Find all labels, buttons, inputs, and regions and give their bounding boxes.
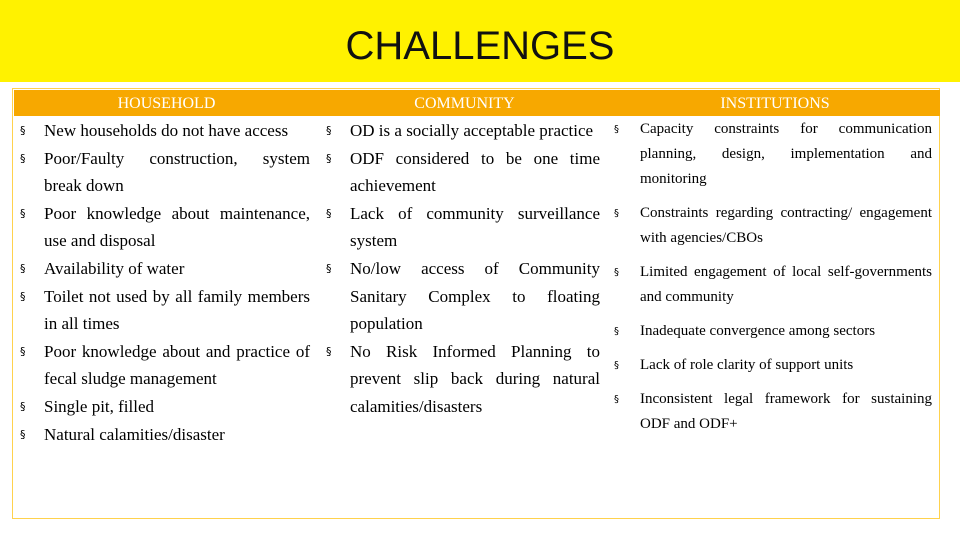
- list-item: [14, 393, 310, 421]
- bullet-icon: §: [614, 208, 619, 219]
- bullet-icon: §: [20, 399, 26, 413]
- item-text: No/low access of Community Sanitary Complex to floating population: [350, 258, 600, 334]
- bullet-icon: §: [614, 360, 619, 371]
- item-text: Lack of role clarity of support units: [640, 357, 854, 373]
- list-item: [320, 117, 600, 145]
- household-list: [14, 117, 310, 448]
- bullet-icon: §: [326, 124, 332, 137]
- item-text: Availability of water: [44, 258, 185, 278]
- item-text: Single pit, filled: [44, 396, 155, 416]
- bullet-icon: §: [614, 124, 619, 135]
- item-text: OD is a socially acceptable practice: [350, 121, 594, 140]
- list-item: [320, 338, 600, 421]
- community-column: [320, 117, 600, 421]
- slide-title: CHALLENGES: [345, 24, 615, 68]
- list-item: [14, 338, 310, 393]
- list-item: [14, 145, 310, 200]
- institutions-column: [610, 117, 932, 437]
- item-text: Capacity constraints for communication planning, design, implementation and monitoring: [640, 121, 932, 187]
- list-item: [14, 117, 310, 145]
- bullet-icon: §: [614, 267, 619, 278]
- bullet-icon: §: [20, 206, 26, 220]
- list-item: [14, 421, 310, 449]
- bullet-icon: §: [326, 344, 332, 358]
- list-item: [320, 145, 600, 200]
- list-item: [610, 353, 932, 378]
- list-item: [610, 260, 932, 310]
- list-item: [320, 255, 600, 338]
- item-text: Inconsistent legal framework for sustaining ODF and ODF+: [640, 391, 932, 432]
- household-header: HOUSEHOLD: [14, 90, 319, 116]
- bullet-icon: §: [614, 394, 619, 405]
- bullet-icon: §: [326, 206, 332, 220]
- bullet-icon: §: [20, 427, 26, 441]
- item-text: New households do not have access: [44, 121, 289, 140]
- item-text: Constraints regarding contracting/ engagement with agencies/CBOs: [640, 205, 932, 246]
- list-item: [610, 201, 932, 251]
- list-item: [14, 200, 310, 255]
- item-text: No Risk Informed Planning to prevent slip back during natural calamities/disasters: [350, 341, 600, 416]
- list-item: [14, 255, 310, 283]
- bullet-icon: §: [20, 151, 26, 165]
- bullet-icon: §: [326, 261, 332, 275]
- list-item: [610, 319, 932, 344]
- item-text: Lack of community surveillance system: [350, 203, 600, 251]
- item-text: Limited engagement of local self-governments and community: [640, 264, 932, 305]
- institutions-list: [610, 117, 932, 437]
- item-text: ODF considered to be one time achievement: [350, 148, 600, 196]
- item-text: Poor knowledge about and practice of fecal sludge management: [44, 341, 310, 389]
- item-text: Inadequate convergence among sectors: [640, 323, 876, 339]
- bullet-icon: §: [326, 151, 332, 165]
- item-text: Poor/Faulty construction, system break down: [44, 148, 310, 196]
- list-item: [320, 200, 600, 255]
- bullet-icon: §: [20, 289, 26, 303]
- list-item: [14, 283, 310, 338]
- item-text: Poor knowledge about maintenance, use and disposal: [44, 203, 310, 251]
- household-column: [14, 117, 310, 448]
- community-header: COMMUNITY: [319, 90, 610, 116]
- institutions-header: INSTITUTIONS: [610, 90, 940, 116]
- bullet-icon: §: [20, 124, 26, 137]
- list-item: [610, 117, 932, 192]
- item-text: Natural calamities/disaster: [44, 424, 225, 444]
- bullet-icon: §: [20, 261, 26, 275]
- list-item: [610, 387, 932, 437]
- community-list: [320, 117, 600, 421]
- item-text: Toilet not used by all family members in all times: [44, 286, 310, 334]
- bullet-icon: §: [20, 344, 26, 358]
- bullet-icon: §: [614, 326, 619, 337]
